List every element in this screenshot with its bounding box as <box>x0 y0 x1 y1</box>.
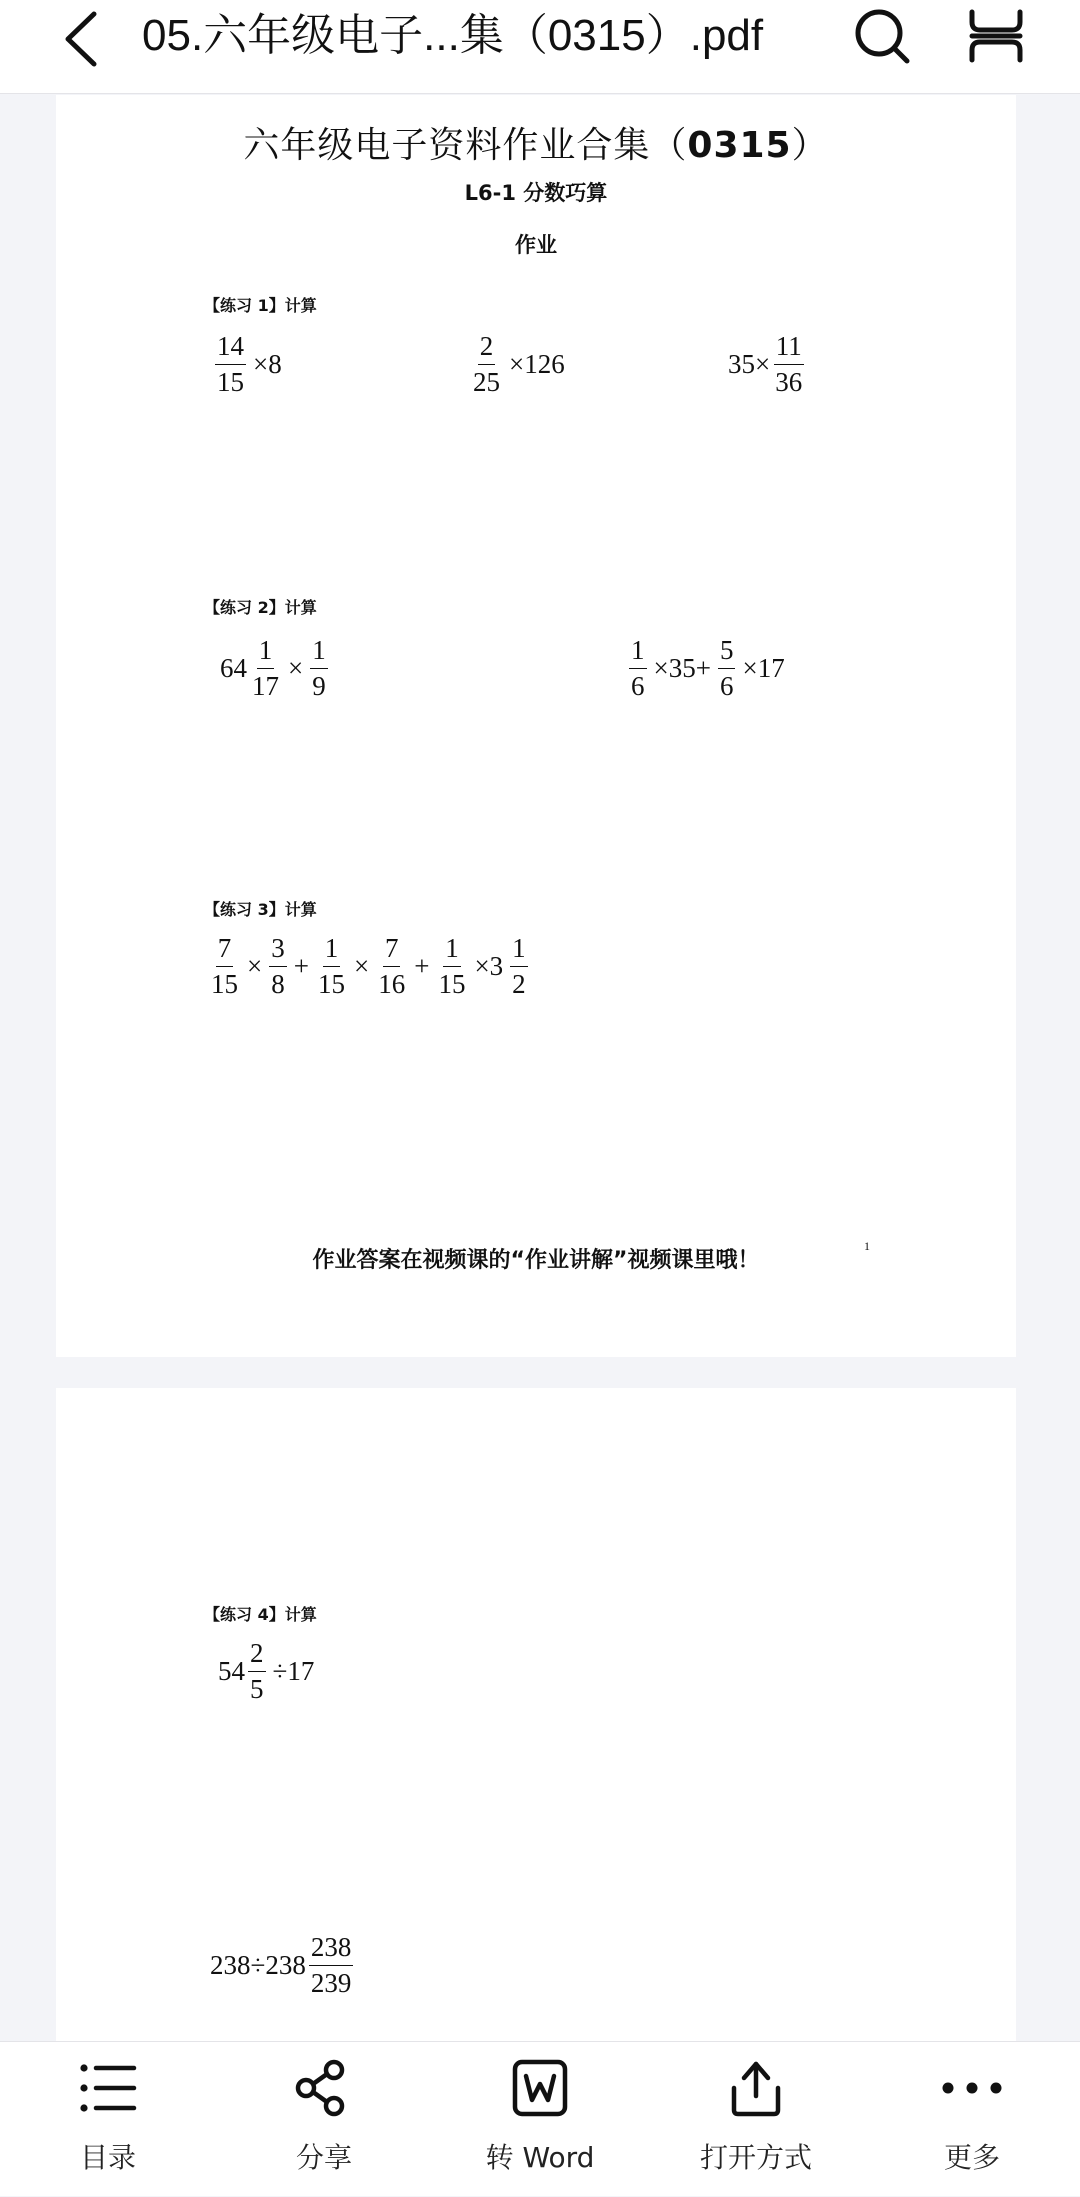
exercise-1-expr-2: $\frac{2}{25}$ ×126 <box>473 331 565 397</box>
toolbar-open-with-button[interactable] <box>648 2042 864 2197</box>
exercise-4-expr-1: 54 $\frac{2}{5}$ ÷17 <box>218 1638 315 1704</box>
page-number: 1 <box>864 1239 870 1253</box>
bottom-toolbar <box>0 2041 1080 2196</box>
exercise-1-label: 【练习 1】计算 <box>204 296 317 315</box>
exercise-1-expr-3: 35× $\frac{11}{36}$ <box>728 331 803 397</box>
toolbar-label: 更多 <box>943 2141 1000 2174</box>
toolbar-share-button[interactable] <box>216 2042 432 2197</box>
exercise-3-expr: $\frac{7}{15}$ × $\frac{3}{8}$ + $\frac{1}{15}$ × $\frac{7}{16}$ + $\frac{1}{15}$ ×3 $\frac{1}{2}$ <box>211 933 526 999</box>
toolbar-more-button[interactable] <box>864 2042 1080 2197</box>
document-title: 05.六年级电子...集（0315）.pdf <box>142 11 764 60</box>
pdf-page-1 <box>56 95 1016 1357</box>
toolbar-label: 分享 <box>295 2141 352 2174</box>
toolbar-label: 目录 <box>79 2141 136 2174</box>
list-icon <box>78 2058 138 2118</box>
top-bar <box>0 0 1080 94</box>
toolbar-contents-button[interactable] <box>0 2042 216 2197</box>
pdf-page-2 <box>56 1388 1016 2041</box>
exercise-2-expr-1: 64 $\frac{1}{17}$ × $\frac{1}{9}$ <box>220 635 326 701</box>
exercise-2-label: 【练习 2】计算 <box>204 598 317 617</box>
upload-icon <box>726 2058 786 2118</box>
toolbar-label: 打开方式 <box>699 2141 812 2174</box>
exercise-4-expr-2: 238÷238 $\frac{238}{239}$ <box>210 1932 352 1998</box>
chevron-left-icon[interactable] <box>60 10 104 68</box>
lesson-subtitle: L6-1 分数巧算 <box>464 181 608 205</box>
word-convert-icon <box>510 2058 570 2118</box>
homework-heading: 作业 <box>515 233 557 257</box>
toolbar-to-word-button[interactable] <box>432 2042 648 2197</box>
exercise-4-label: 【练习 4】计算 <box>204 1605 317 1624</box>
pdf-viewer[interactable] <box>0 95 1080 2041</box>
fit-width-icon[interactable] <box>966 8 1026 64</box>
document-heading: 六年级电子资料作业合集（0315） <box>243 125 829 166</box>
answer-note: 作业答案在视频课的“作业讲解”视频课里哦！ <box>312 1248 760 1273</box>
exercise-3-label: 【练习 3】计算 <box>204 900 317 919</box>
search-icon[interactable] <box>852 6 912 66</box>
exercise-1-expr-1: $\frac{14}{15}$ ×8 <box>217 331 282 397</box>
more-icon <box>942 2058 1002 2118</box>
share-icon <box>294 2058 354 2118</box>
toolbar-label: 转 Word <box>485 2141 595 2174</box>
exercise-2-expr-2: $\frac{1}{6}$ ×35+ $\frac{5}{6}$ ×17 <box>631 635 785 701</box>
